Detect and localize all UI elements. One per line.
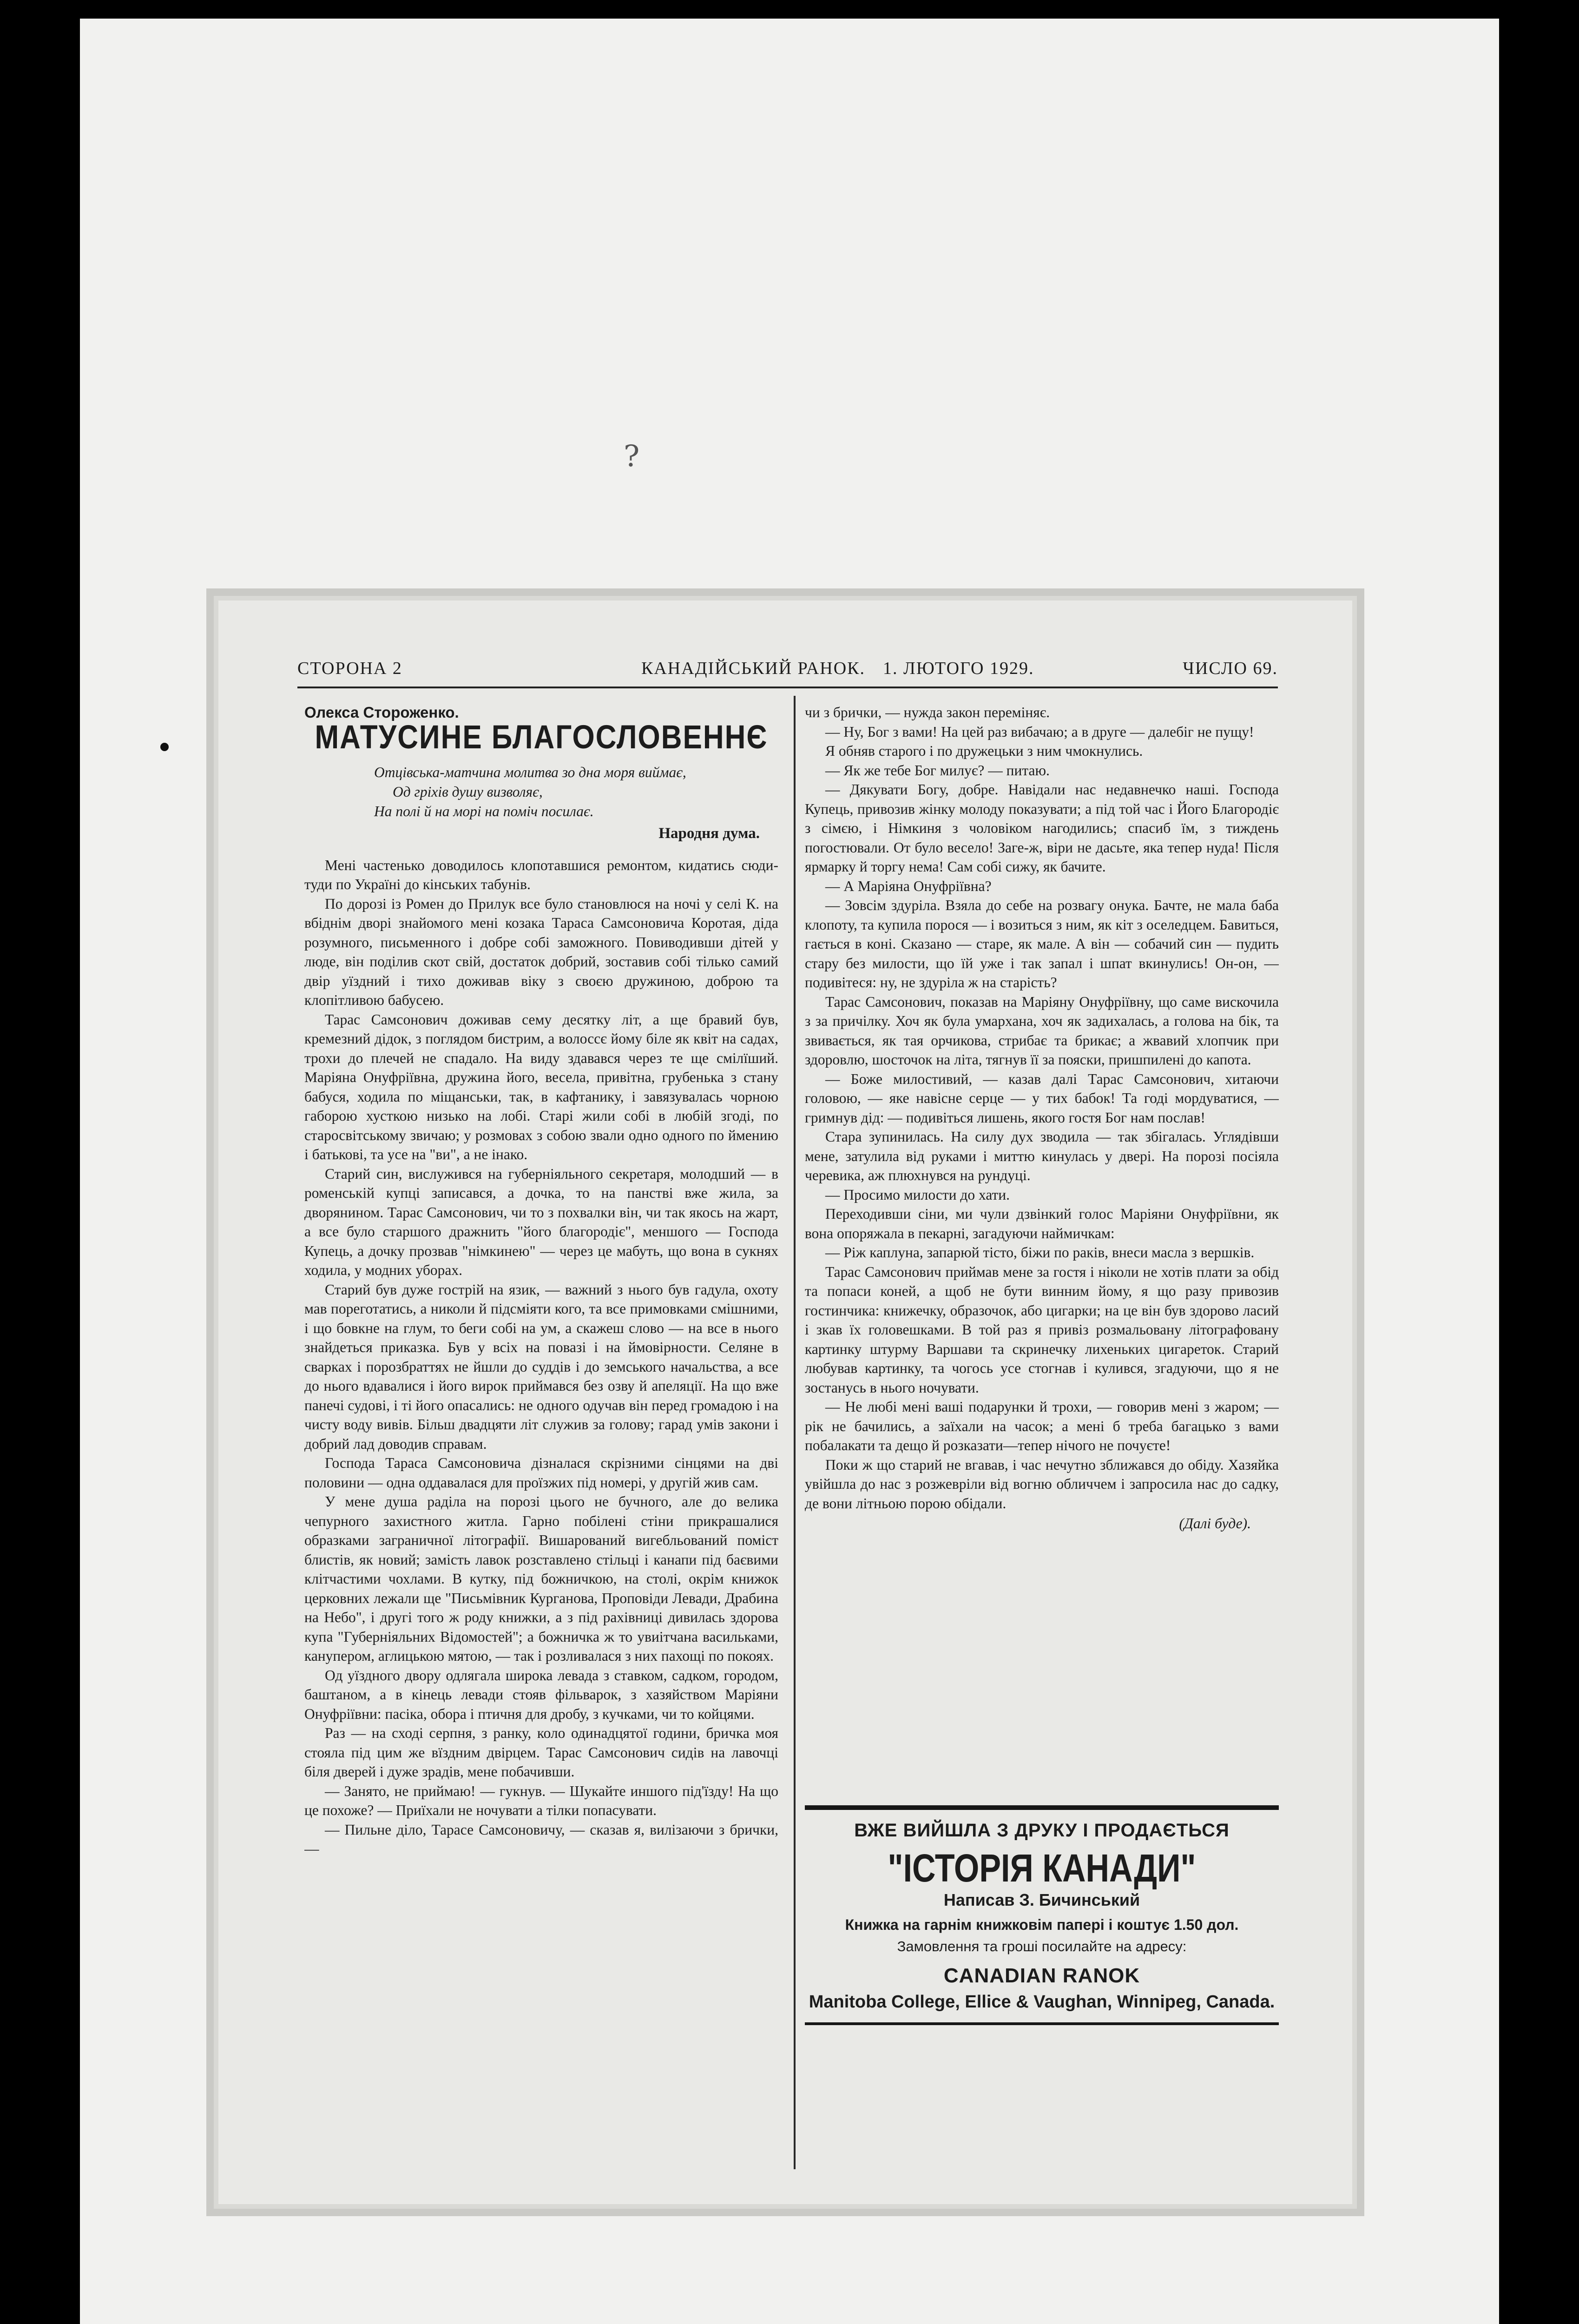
paragraph: Тарас Самсонович, показав на Маріяну Онуфріївну, що саме вискочила з за причілку. Хоч як була умархана, хоч як задихалась, а голова на бік, та звивається, як тая орчикова, стрибає та брикає; а жвавий хлопчик при здоровлю, шосточок на літа, тягнув її за пояски, пришпилені до капота. (805, 993, 1279, 1068)
ad-order-line: Замовлення та гроші посилайте на адресу: (897, 1938, 1187, 1954)
paragraph: чи з брички, — нужда закон переміняє. (805, 704, 1050, 720)
handwritten-question-mark: ? (624, 439, 640, 474)
right-column (805, 703, 1279, 1765)
paragraph: — Занято, не приймаю! — гукнув. — Шукайте иншого під'їзду! На що це похоже? — Приїхали не ночувати а тілки попасувати. (304, 1783, 778, 1818)
paragraph: — Дякувати Богу, добре. Навідали нас недавнечко наші. Господа Купець, привозив жінку молоду показувати; а під той час і Його Благородіє з сімєю, і Німкиня з чоловіком нагодились; спасиб їм, з тиждень погостювали. От було весело! Заге-ж, віри не дасьте, яка тепер нуда! Після ярмарку й торгу нема! Сам собі сижу, як бачите. (805, 781, 1279, 875)
ad-organization: CANADIAN RANOK (943, 1964, 1140, 1987)
paragraph: Старий був дуже гострій на язик, — важний з нього був гадула, охоту мав пореготатись, а николи й підсміяти кого, та все примовками смішними, і що бовкне на глум, то беги собі на ум, а скажеш слово — на все в нього знайдеться приказка. Був у всіх на повазі і на ймовірности. Селяне в сварках і порозбраттях не йшли до суддів і до земського начальства, а все до нього вдавалися і його вирок приймався без озву й апеляції. На що вже панечі судові, і ті його опасались: не одного одучав він перед громадою і на чисту воду вивів. Більш двадцяти літ служив за голову; гарад умів закони і добрий лад доводив справам. (304, 1281, 778, 1452)
paragraph: — Просимо милости до хати. (825, 1186, 1010, 1203)
epigraph-source: Народня дума. (658, 825, 760, 842)
article-title: МАТУСИНЕ БЛАГОСЛОВЕННЄ (315, 719, 768, 756)
paragraph: — А Маріяна Онуфріївна? (825, 878, 992, 894)
ad-top-rule (805, 1805, 1279, 1810)
paragraph: Старий син, вислужився на губерніяльного секретаря, молодший — в роменській купці записався, а дочка, то на панстві вже жила, за дворянином. Тарас Самсонович, чи то з похвалки він, чи так якось на жарт, а все було старшого дражнить "його благородіє", меншого — Господа Купець, а дочку прозвав "німкинею" — через це мабуть, що вона в сукнях ходила, у модних уборах. (304, 1165, 778, 1278)
paragraph: — Як же тебе Бог милує? — питаю. (825, 762, 1050, 779)
ad-bottom-rule (805, 2022, 1279, 2025)
article-author: Олекса Стороженко. (304, 704, 459, 721)
paragraph: Од уїздного двору одлягала широка левада з ставком, садком, городом, баштаном, а в кінець левади стояв фільварок, з хазяйством Маріяни Онуфріївни: пасіка, обора і птичня для дробу, з кучками, чи то койцями. (304, 1667, 778, 1722)
paragraph: Господа Тараса Самсоновича дізналася скрізними сінцями на дві половини — одна оддавалася для проїзжих під номері, у другій жив сам. (304, 1455, 778, 1491)
book-advertisement (805, 1805, 1279, 2024)
paragraph: По дорозі із Ромен до Прилук все було становлюся на ночі у селі К. на вбіднім дворі знайомого мені козака Тараса Самсоновича Коротая, діда розумного, письменного і добре собі заможного. Повиводивши дітей у люде, він поділив скот свій, достаток добрий, зоставив собі тілько самий двір уїздний і тихо доживав віку з своєю дружиною, доброю та клопітливою бабусею. (304, 895, 778, 1008)
paragraph: Я обняв старого і по дружецьки з ним чмокнулись. (825, 743, 1143, 759)
newspaper-title: КАНАДІЙСЬКИЙ РАНОК. (641, 659, 866, 678)
issue-date: 1. ЛЮТОГО 1929. (883, 659, 1034, 678)
continued-note: (Далі буде). (1179, 1515, 1251, 1532)
ad-book-title: "ІСТОРІЯ КАНАДИ" (888, 1846, 1196, 1890)
paragraph: Переходивши сіни, ми чули дзвінкий голос Маріяни Онуфріївни, як вона опоряжала в пекарні, загадуючи наймичкам: (805, 1206, 1279, 1241)
ad-description: Книжка на гарнім книжковім папері і коштує 1.50 дол. (845, 1916, 1239, 1933)
paragraph: — Пильне діло, Тарасе Самсоновичу, — сказав я, вилізаючи з брички, — (304, 1821, 778, 1857)
epigraph-line: На полі й на морі на поміч посилає. (374, 803, 594, 819)
paragraph: Тарас Самсонович приймав мене за гостя і ніколи не хотів плати за обід та попаси коней, а щоб не бути винним йому, я що разу привозив гостинчика: книжечку, образочок, або цигарки; на це він був здорово ласий і зкав їх головешками. В той раз я привіз розмальовану літографовану картинку штурму Варшави та скринечку лихеньких цигареток. Старий любував картинку, та чогось усе стогнав і кулився, згадуючи, що я не зостанусь в нього ночувати. (805, 1263, 1279, 1396)
header-rule (297, 687, 1278, 688)
epigraph (304, 763, 778, 821)
paragraph: — Боже милостивий, — казав далі Тарас Самсонович, хитаючи головою, — яке навісне серце — у тих бабок! Та годі мордуватися, — гримнув дід: — подивіться лишень, якого гостя Бог нам послав! (805, 1070, 1279, 1126)
paragraph: Раз — на сході серпня, з ранку, коло одинадцятої години, бричка моя стояла під цим же вїздним двірцем. Тарас Самсонович сидів на лавочці біля дверей і дуже зрадів, мене побачивши. (304, 1725, 778, 1780)
paragraph: — Не любі мені ваші подарунки й трохи, — говорив мені з жаром; — рік не бачились, а заїхали на часок; а мені б треба багацько з вами побалакати та дещо й розказати—тепер нічого не почуєте! (805, 1399, 1279, 1453)
paragraph: Поки ж що старий не вгавав, і час нечутно зближався до обіду. Хазяйка увійшла до нас з розжевріли від вогню обличчем і запросила нас до садку, де вони літньою порою обідали. (805, 1456, 1279, 1512)
page-header (297, 658, 1278, 686)
paragraph: — Ріж каплуна, запарюй тісто, біжи по раків, внеси масла з вершків. (825, 1244, 1255, 1261)
issue-number: ЧИСЛО 69. (1183, 659, 1278, 678)
paragraph: Стара зупинилась. На силу дух зводила — так збігалась. Углядівши мене, затулила від руками і миттю кинулась у двері. На порозі посіяла черевика, аж плюхнувся на рундуці. (805, 1129, 1279, 1183)
film-speck (160, 743, 169, 751)
ad-address: Manitoba College, Ellice & Vaughan, Winnipeg, Canada. (809, 1992, 1275, 2012)
column-divider (794, 696, 796, 2169)
paragraph: — Ну, Бог з вами! На цей раз вибачаю; а в друге — далебіг не пущу! (825, 723, 1254, 740)
page-number: СТОРОНА 2 (297, 659, 402, 678)
left-column (304, 703, 778, 2167)
epigraph-line: Од гріхів душу визволяє, (393, 784, 543, 800)
paragraph: Тарас Самсонович доживав сему десятку літ, а ще бравий був, кремезний дідок, з поглядом бистрим, а волоссє йому біле як квіт на садах, трохи до плечей не спадало. На виду здавався через те ще смілїший. Маріяна Онуфріївна, дружина його, весела, привітна, грубенька з стану бабуся, ходила по міщанськи, так, в кафтанику, і завязувалась чорною габорою хусткою низько на лобі. Старі жили собі в любій згоді, по старосвітському звичаю; у розмовах з собою звали одно одного по ймению і батькові, та усе на "ви", а не інако. (304, 1011, 778, 1162)
ad-heading: ВЖЕ ВИЙШЛА З ДРУКУ І ПРОДАЄТЬСЯ (854, 1820, 1230, 1841)
paragraph: — Зовсім здуріла. Взяла до себе на розвагу онука. Бачте, не мала баба клопоту, та купила порося — і возиться з ним, як кіт з оселедцем. Бавиться, гається в коні. Сказано — старе, як мале. А він — собачий син — пудить стару без милости, що їй уже і так запал і шпат вкинулись! Он-он, — подивітеся: ну, не здуріла ж на старість? (805, 897, 1279, 990)
paragraph: Мені частенько доводилось клопотавшися ремонтом, кидатись сюди-туди по Україні до кінських табунів. (304, 857, 778, 892)
epigraph-line: Отцівська-матчина молитва зо дна моря виймає, (374, 764, 686, 780)
paragraph: У мене душа раділа на порозі цього не бучного, але до велика чепурного захистного житла. Гарно побілені стіни прикрашалися образками заграничної літографії. Вишарований вигебльований поміст блистів, як новий; замість лавок розставлено стільці і канапи під баєвими клітчастими чохлами. В кутку, під божничкою, на столі, окрім книжок церковних лежали ще "Письмівник Курганова, Проповіди Левади, Драбина на Небо", і другі того ж роду книжки, а з під рахівниці дивилась здорова купа "Губерніяльних Відомостей"; а божничка ж то увиітчана васильками, канупером, аглицькою мятою, — так і розливалася з них пахощі по покоях. (304, 1493, 778, 1664)
newspaper-page (218, 601, 1352, 2204)
ad-author: Написав З. Бичинський (943, 1890, 1140, 1909)
